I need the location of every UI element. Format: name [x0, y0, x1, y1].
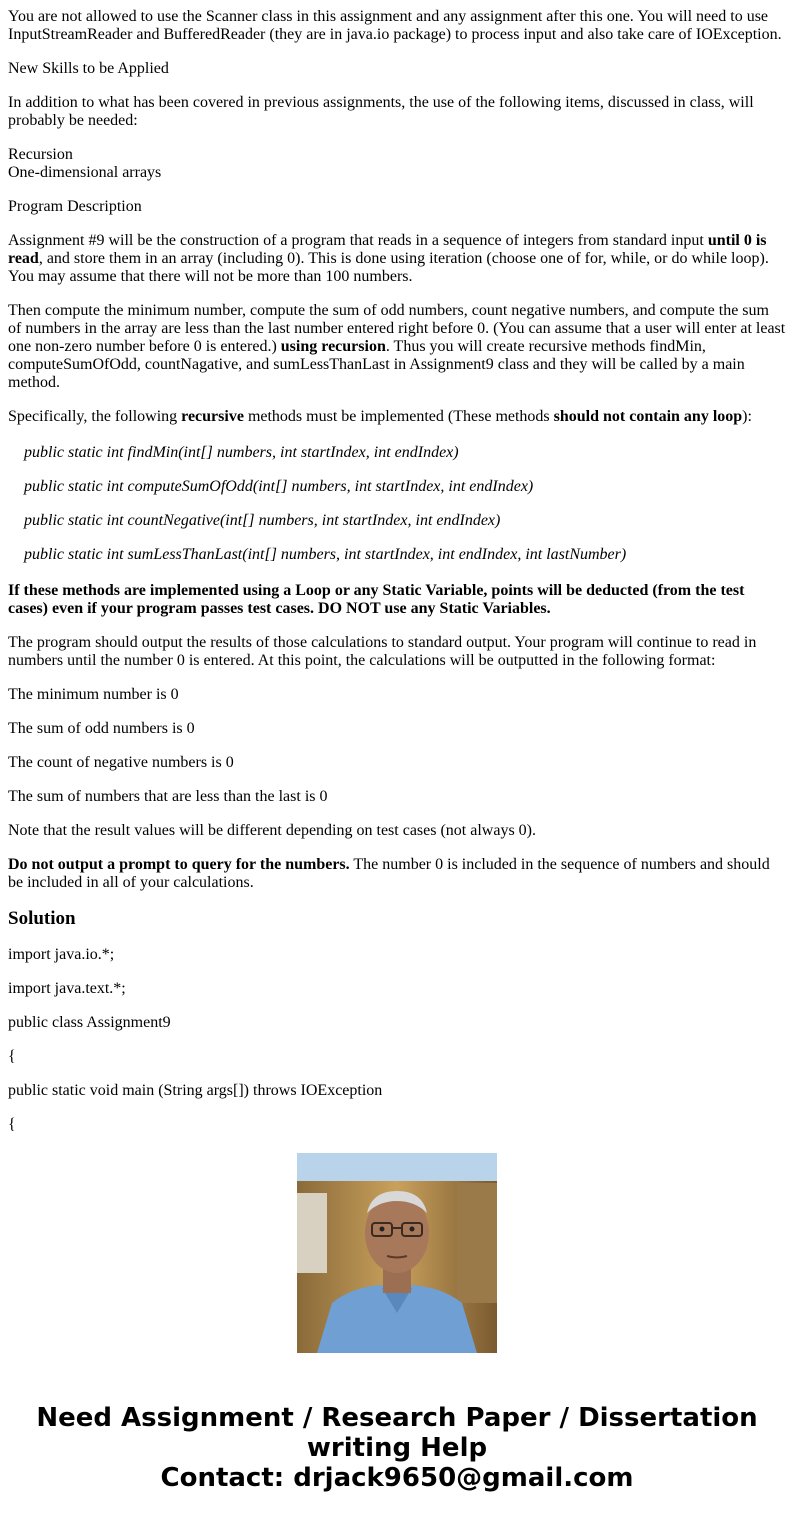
method-signature: public static int countNegative(int[] numbers, int startIndex, int endIndex) [24, 512, 501, 529]
document-content [8, 8, 786, 1133]
code-line: public static void main (String args[]) throws IOException [8, 1082, 383, 1099]
output-line: The sum of odd numbers is 0 [8, 720, 195, 737]
output-intro-paragraph: The program should output the results of those calculations to standard output. Your program will continue to read in numbers until the number 0 is entered. At this point, the calculations will be outputted in the following format: [8, 634, 757, 669]
solution-heading: Solution [8, 908, 76, 929]
code-line: public class Assignment9 [8, 1014, 171, 1031]
footer-line: writing Help [306, 1433, 488, 1463]
description-paragraph-3 [8, 408, 786, 426]
author-portrait-icon [297, 1153, 497, 1353]
output-line: The minimum number is 0 [8, 686, 179, 703]
text-run: , and store them in an array (including 0). This is done using iteration (choose one of for, while, or do while loop). You may assume that there will not be more than 100 numbers. [8, 250, 769, 285]
code-line: { [8, 1048, 16, 1065]
bold-text-run: should not contain any loop [553, 408, 743, 425]
warning-paragraph [8, 582, 786, 618]
description-paragraph-1 [8, 232, 786, 286]
output-line: The sum of numbers that are less than the last is 0 [8, 788, 328, 805]
code-line: { [8, 1116, 16, 1133]
bold-text-run: Do not output a prompt to query for the numbers. [8, 856, 350, 873]
author-avatar [297, 1153, 497, 1353]
program-description-heading: Program Description [8, 198, 142, 215]
prompt-paragraph [8, 856, 786, 892]
method-signature: public static int computeSumOfOdd(int[] numbers, int startIndex, int endIndex) [24, 478, 534, 495]
method-signature: public static int findMin(int[] numbers, int startIndex, int endIndex) [24, 444, 459, 461]
new-skills-heading: New Skills to be Applied [8, 60, 169, 77]
text-run: The number 0 is included in the sequence of numbers and should be included in all of your calculations. [8, 856, 770, 891]
intro-paragraph: You are not allowed to use the Scanner class in this assignment and any assignment after this one. You will need to use InputStreamReader and BufferedReader (they are in java.io package) to process input and also take care of IOException. [8, 8, 782, 43]
text-run: Assignment #9 will be the construction of a program that reads in a sequence of integers from standard input [8, 232, 708, 249]
skills-list [8, 146, 786, 182]
bold-text-run: recursive [181, 408, 244, 425]
bold-text-run: until 0 is read [8, 232, 767, 267]
skills-intro-paragraph: In addition to what has been covered in previous assignments, the use of the following items, discussed in class, will probably be needed: [8, 94, 754, 129]
text-run: Specifically, the following [8, 408, 182, 425]
text-run: . Thus you will create recursive methods findMin, computeSumOfOdd, countNagative, and sumLessThanLast in Assignment9 class and they will be called by a main method. [8, 338, 745, 391]
bold-text-run: using recursion [280, 338, 386, 355]
text-run: ): [742, 408, 752, 425]
code-line: import java.text.*; [8, 980, 126, 997]
text-run: methods must be implemented (These methods [243, 408, 554, 425]
skill-item: One-dimensional arrays [8, 164, 162, 181]
skill-item: Recursion [8, 146, 73, 163]
bold-text-run: If these methods are implemented using a Loop or any Static Variable, points will be deducted (from the test cases) even if your program passes test cases. DO NOT use any Static Variables. [8, 582, 745, 617]
text-run: Then compute the minimum number, compute the sum of odd numbers, count negative numbers, and compute the sum of numbers in the array are less than the last number entered right before 0. (You can assume that a user will enter at least one non-zero number before 0 is entered.) [8, 302, 786, 355]
description-paragraph-2 [8, 302, 786, 392]
footer-contact-line: Contact: drjack9650@gmail.com [160, 1463, 634, 1493]
method-signature: public static int sumLessThanLast(int[] numbers, int startIndex, int endIndex, int lastNumber) [24, 546, 627, 563]
code-line: import java.io.*; [8, 946, 115, 963]
contact-footer [0, 1403, 794, 1493]
output-line: The count of negative numbers is 0 [8, 754, 234, 771]
note-paragraph: Note that the result values will be different depending on test cases (not always 0). [8, 822, 536, 839]
footer-line: Need Assignment / Research Paper / Dissertation [36, 1403, 758, 1433]
